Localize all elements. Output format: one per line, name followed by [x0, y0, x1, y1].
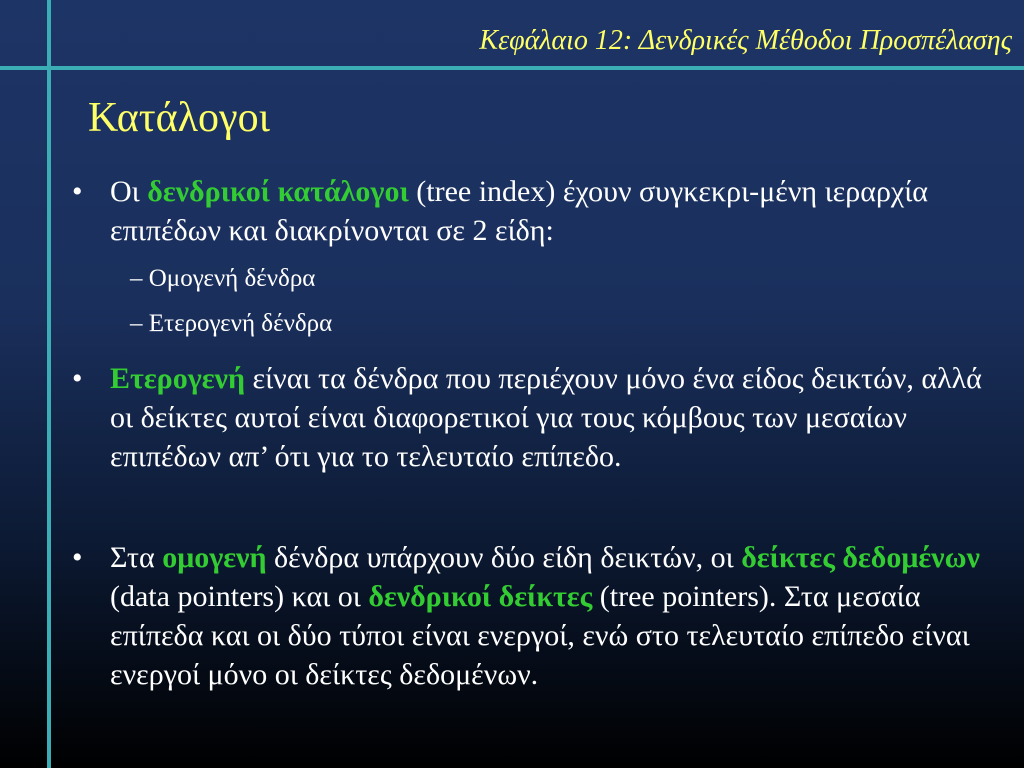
sub-item-2	[130, 308, 332, 340]
slide-title: Κατάλογοι	[88, 95, 270, 141]
bullet-3-text: Στα	[110, 541, 163, 574]
sub-item-2-text: Ετερογενή δένδρα	[148, 310, 333, 337]
bullet-1-text: Οι	[110, 175, 148, 208]
bullet-3-text: δένδρα υπάρχουν δύο είδη δεικτών, οι	[266, 541, 742, 574]
sub-item-1-text: Ομογενή δένδρα	[148, 265, 316, 292]
bullet-3-highlight: δενδρικοί δείκτες	[368, 580, 593, 613]
bullet-3-text: (tree pointers). Στα μεσαία επίπεδα και οι δύο τύποι είναι ενεργοί, ενώ στο τελευταίο επίπεδο είναι ενεργοί μόνο οι δείκτες δεδομένων.	[110, 580, 970, 691]
bullet-3-text: (data pointers) και οι	[110, 580, 369, 613]
dash-marker: –	[130, 310, 143, 337]
horizontal-rule	[0, 66, 1024, 70]
bullet-2-text: είναι τα δένδρα που περιέχουν μόνο ένα είδος δεικτών, αλλά οι δείκτες αυτοί είναι διαφορετικοί για τους κόμβους των μεσαίων επιπέδων απ’ ότι για το τελευταίο επίπεδο.	[110, 362, 982, 473]
bullet-1	[72, 172, 1010, 250]
vertical-rule	[47, 0, 51, 768]
bullet-1-highlight: δενδρικοί κατάλογοι	[147, 175, 409, 208]
bullet-3	[72, 538, 1010, 694]
bullet-1-text: (tree index) έχουν συγκεκρι-μένη ιεραρχία επιπέδων και διακρίνονται σε 2 είδη:	[110, 175, 929, 247]
bullet-marker: •	[72, 175, 83, 208]
chapter-title: Κεφάλαιο 12: Δενδρικές Μέθοδοι Προσπέλασης	[479, 25, 1012, 56]
sub-item-1	[130, 263, 315, 295]
bullet-2-highlight: Ετερογενή	[110, 362, 245, 395]
bullet-2	[72, 359, 1010, 476]
bullet-3-highlight: δείκτες δεδομένων	[741, 541, 980, 574]
bullet-marker: •	[72, 362, 83, 395]
dash-marker: –	[130, 265, 143, 292]
bullet-marker: •	[72, 541, 83, 574]
bullet-3-highlight: ομογενή	[162, 541, 267, 574]
